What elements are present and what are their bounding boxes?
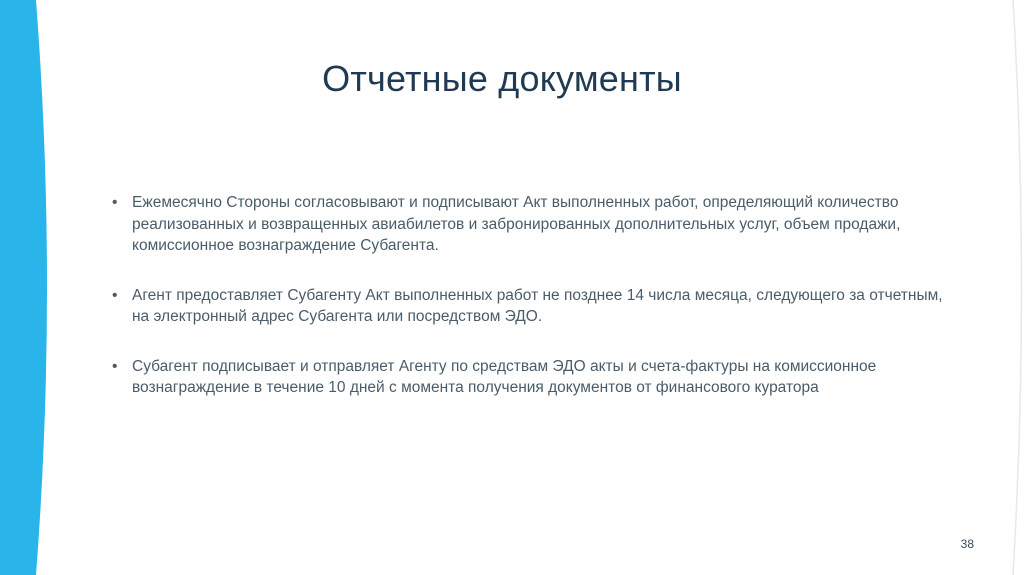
- bullet-item: [112, 192, 952, 257]
- bullet-text: Субагент подписывает и отправляет Агенту по средствам ЭДО акты и счета-фактуры на комиссионное вознаграждение в течение 10 дней с момента получения документов от финансового куратора: [132, 357, 877, 396]
- bullet-glyph: •: [112, 357, 118, 375]
- bullet-item: [112, 285, 952, 328]
- bullet-text: Ежемесячно Стороны согласовывают и подписывают Акт выполненных работ, определяющий количество реализованных и возвращенных авиабилетов и забронированных дополнительных услуг, объем продажи, комиссионное вознаграждение Субагента.: [132, 194, 901, 254]
- bullet-list: [112, 192, 952, 427]
- right-thin-arc-line: [1013, 0, 1022, 575]
- bullet-glyph: •: [112, 194, 118, 211]
- bullet-glyph: •: [112, 286, 118, 304]
- slide-title: Отчетные документы: [322, 58, 682, 99]
- page-number: 38: [960, 537, 974, 551]
- bullet-text: Агент предоставляет Субагенту Акт выполненных работ не позднее 14 числа месяца, следующего за отчетным, на электронный адрес Субагента или посредством ЭДО.: [132, 286, 943, 325]
- bullet-item: [112, 356, 952, 399]
